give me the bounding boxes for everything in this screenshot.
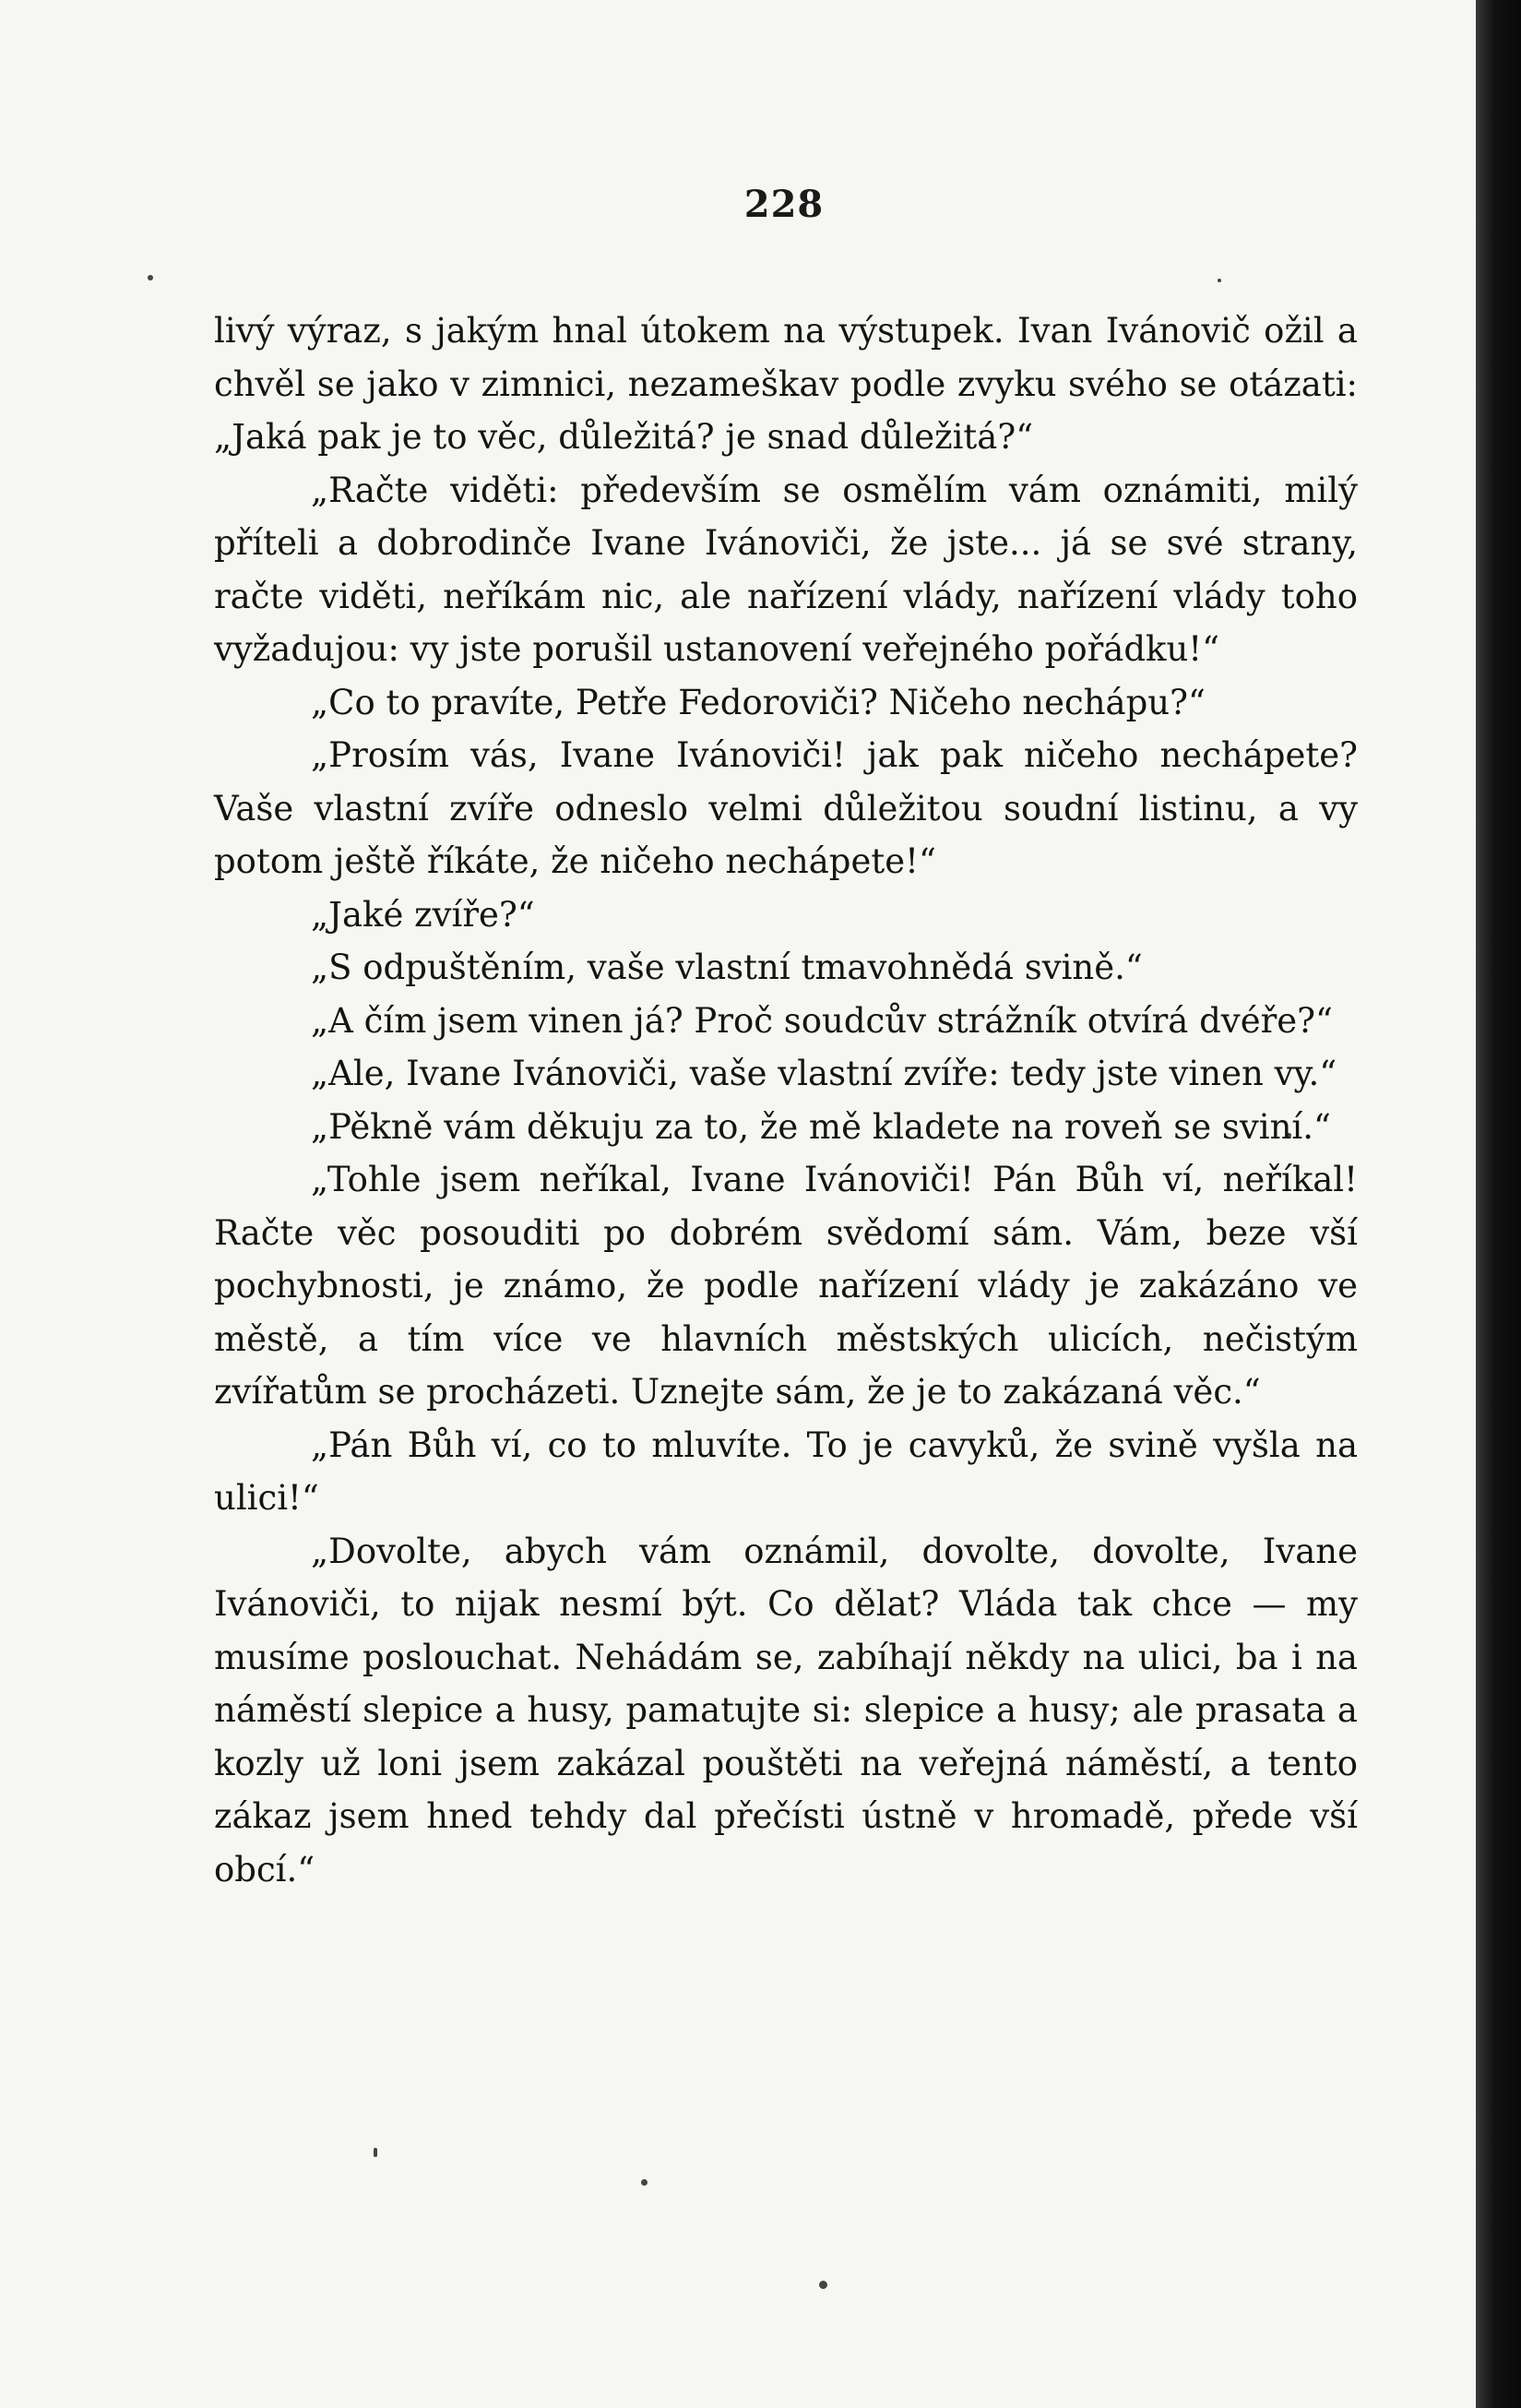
paragraph: „Tohle jsem neříkal, Ivane Ivánoviči! Pán Bůh ví, neříkal! Račte věc posouditi po dobrém svědomí sám. Vám, beze vší pochybnosti, je známo, že podle nařízení vlády je zakázáno ve městě, a tím více ve hlavních městských ulicích, nečistým zvířatům se procházeti. Uznejte sám, že je to zakázaná věc.“: [214, 1160, 1358, 1412]
page-edge-shadow: [1476, 0, 1521, 2408]
paragraph: livý výraz, s jakým hnal útokem na výstupek. Ivan Ivánovič ožil a chvěl se jako v zimnici, nezameškav podle zvyku svého se otázati: „Jaká pak je to věc, důležitá? je snad důležitá?“: [214, 311, 1358, 457]
print-speck: [641, 2179, 648, 2186]
paragraph: „A čím jsem vinen já? Proč soudcův strážník otvírá dvéře?“: [311, 1000, 1333, 1041]
paragraph: „Pán Bůh ví, co to mluvíte. To je cavyků, že svině vyšla na ulici!“: [214, 1425, 1358, 1518]
print-speck: [819, 2281, 827, 2289]
print-speck: [1218, 279, 1221, 282]
print-speck: [148, 275, 153, 280]
paragraph: „S odpuštěním, vaše vlastní tmavohnědá svině.“: [311, 948, 1143, 987]
print-speck: [374, 2148, 377, 2157]
paragraph: „Račte viděti: především se osmělím vám oznámiti, milý příteli a dobrodinče Ivane Ivánoviči, že jste... já se své strany, račte viděti, neříkám nic, ale nařízení vlády, nařízení vlády toho vyžadujou: vy jste porušil ustanovení veřejného pořádku!“: [214, 470, 1358, 669]
paragraph: „Prosím vás, Ivane Ivánoviči! jak pak ničeho nechápete? Vaše vlastní zvíře odneslo velmi důležitou soudní listinu, a vy potom ještě říkáte, že ničeho nechápete!“: [214, 735, 1358, 881]
paragraph: „Jaké zvíře?“: [311, 894, 535, 935]
paragraph: „Dovolte, abych vám oznámil, dovolte, dovolte, Ivane Ivánoviči, to nijak nesmí být. Co dělat? Vláda tak chce — my musíme poslouchat. Nehádám se, zabíhají někdy na ulici, ba i na náměstí slepice a husy, pamatujte si: slepice a husy; ale prasata a kozly už loni jsem zakázal pouštěti na veřejná náměstí, a tento zákaz jsem hned tehdy dal přečísti ústně v hromadě, přede vší obcí.“: [214, 1531, 1358, 1889]
paragraph: „Pěkně vám děkuju za to, že mě kladete na roveň se sviní.“: [311, 1106, 1331, 1147]
body-text: [214, 304, 1358, 1896]
paragraph: „Co to pravíte, Petře Fedoroviči? Ničeho nechápu?“: [311, 682, 1206, 722]
page-number: 228: [743, 183, 825, 226]
paragraph: „Ale, Ivane Ivánoviči, vaše vlastní zvíře: tedy jste vinen vy.“: [311, 1054, 1337, 1093]
